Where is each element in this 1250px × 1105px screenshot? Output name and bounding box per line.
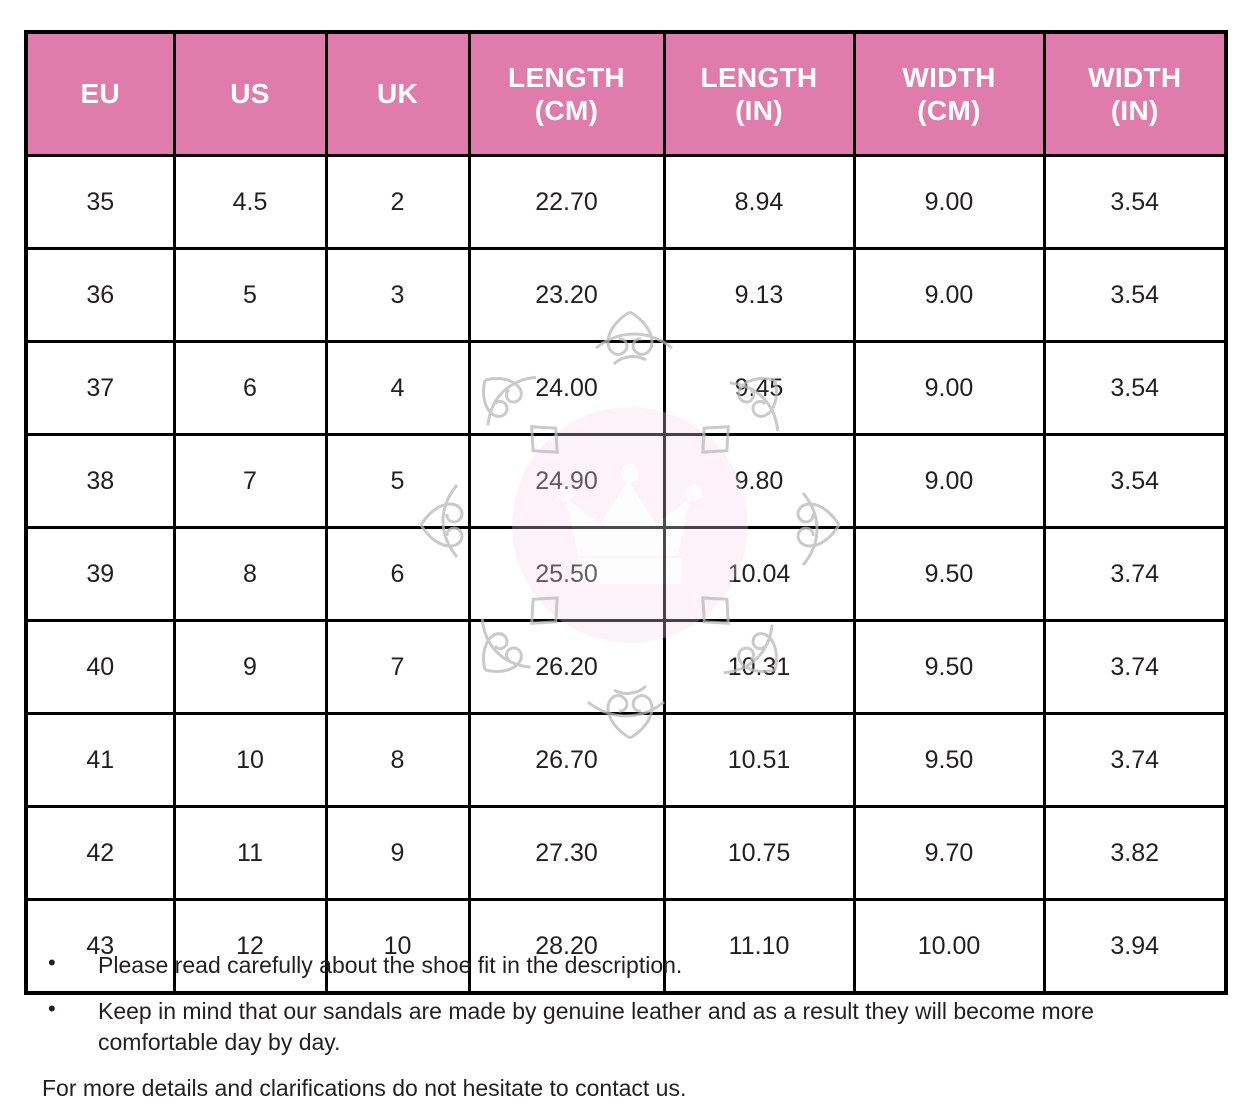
cell-width-cm: 9.50 — [854, 714, 1044, 807]
cell-length-in: 9.80 — [664, 435, 854, 528]
cell-width-in: 3.82 — [1044, 807, 1226, 900]
cell-width-cm: 9.00 — [854, 342, 1044, 435]
cell-length-in: 10.04 — [664, 528, 854, 621]
cell-length-in: 10.51 — [664, 714, 854, 807]
cell-us: 6 — [174, 342, 326, 435]
cell-length-in: 9.45 — [664, 342, 854, 435]
cell-width-cm: 9.50 — [854, 528, 1044, 621]
table-row — [26, 621, 1226, 714]
table-row — [26, 342, 1226, 435]
column-header-us — [174, 32, 326, 156]
cell-length-cm: 27.30 — [469, 807, 664, 900]
cell-uk: 7 — [326, 621, 469, 714]
cell-eu: 38 — [26, 435, 174, 528]
list-item: • Please read carefully about the shoe fit in the description. — [40, 950, 1220, 982]
cell-width-cm: 9.00 — [854, 435, 1044, 528]
contact-note: For more details and clarifications do not hesitate to contact us. — [42, 1075, 687, 1102]
cell-us: 10 — [174, 714, 326, 807]
cell-width-in: 3.74 — [1044, 714, 1226, 807]
size-chart-table — [24, 30, 1228, 995]
cell-length-cm: 24.00 — [469, 342, 664, 435]
cell-width-in: 3.54 — [1044, 156, 1226, 249]
table-header-row — [26, 32, 1226, 156]
cell-eu: 42 — [26, 807, 174, 900]
cell-eu: 41 — [26, 714, 174, 807]
cell-width-cm: 9.50 — [854, 621, 1044, 714]
cell-width-in: 3.54 — [1044, 249, 1226, 342]
cell-length-cm: 25.50 — [469, 528, 664, 621]
cell-us: 9 — [174, 621, 326, 714]
table-body — [26, 156, 1226, 994]
cell-width-in: 3.94 — [1044, 900, 1226, 994]
cell-eu: 39 — [26, 528, 174, 621]
cell-uk: 8 — [326, 714, 469, 807]
column-header-width-cm-line2: (CM) — [917, 95, 981, 126]
cell-width-cm: 9.00 — [854, 249, 1044, 342]
column-header-length-cm-line1: LENGTH — [508, 61, 625, 93]
size-chart-table-wrap — [24, 30, 1224, 995]
column-header-us-line1: US — [230, 78, 270, 110]
cell-width-in: 3.74 — [1044, 621, 1226, 714]
cell-us: 7 — [174, 435, 326, 528]
cell-eu: 35 — [26, 156, 174, 249]
cell-length-in: 10.31 — [664, 621, 854, 714]
column-header-length-cm — [469, 32, 664, 156]
cell-us: 12 — [174, 900, 326, 994]
cell-length-cm: 28.20 — [469, 900, 664, 994]
cell-us: 8 — [174, 528, 326, 621]
cell-us: 4.5 — [174, 156, 326, 249]
cell-us: 5 — [174, 249, 326, 342]
cell-width-in: 3.54 — [1044, 435, 1226, 528]
cell-eu: 43 — [26, 900, 174, 994]
cell-width-in: 3.54 — [1044, 342, 1226, 435]
column-header-eu — [26, 32, 174, 156]
table-row — [26, 714, 1226, 807]
table-row — [26, 249, 1226, 342]
table-row — [26, 156, 1226, 249]
cell-width-cm: 9.00 — [854, 156, 1044, 249]
cell-length-cm: 24.90 — [469, 435, 664, 528]
cell-us: 11 — [174, 807, 326, 900]
column-header-width-in-line1: WIDTH — [1088, 61, 1182, 93]
column-header-length-in — [664, 32, 854, 156]
column-header-eu-line1: EU — [80, 78, 120, 110]
column-header-width-in — [1044, 32, 1226, 156]
table-row — [26, 528, 1226, 621]
cell-uk: 2 — [326, 156, 469, 249]
column-header-width-cm — [854, 32, 1044, 156]
cell-length-cm: 22.70 — [469, 156, 664, 249]
cell-uk: 3 — [326, 249, 469, 342]
cell-length-in: 10.75 — [664, 807, 854, 900]
cell-uk: 5 — [326, 435, 469, 528]
cell-length-cm: 23.20 — [469, 249, 664, 342]
cell-width-in: 3.74 — [1044, 528, 1226, 621]
column-header-length-cm-line2: (CM) — [534, 95, 599, 126]
notes-list — [40, 950, 1220, 1059]
table-row — [26, 435, 1226, 528]
cell-length-cm: 26.20 — [469, 621, 664, 714]
cell-uk: 4 — [326, 342, 469, 435]
column-header-uk-line1: UK — [376, 78, 419, 110]
cell-width-cm: 9.70 — [854, 807, 1044, 900]
column-header-length-in-line1: LENGTH — [700, 61, 818, 93]
column-header-uk — [326, 32, 469, 156]
list-item: • Keep in mind that our sandals are made by genuine leather and as a result they will become more comfortable day by day. — [40, 996, 1220, 1059]
cell-uk: 6 — [326, 528, 469, 621]
table-header — [26, 32, 1226, 156]
column-header-width-cm-line1: WIDTH — [902, 61, 996, 93]
column-header-width-in-line2: (IN) — [1110, 95, 1159, 126]
cell-length-in: 8.94 — [664, 156, 854, 249]
cell-eu: 37 — [26, 342, 174, 435]
cell-length-in: 9.13 — [664, 249, 854, 342]
cell-eu: 36 — [26, 249, 174, 342]
cell-uk: 10 — [326, 900, 469, 994]
cell-length-cm: 26.70 — [469, 714, 664, 807]
notes-section — [40, 950, 1220, 1105]
cell-width-cm: 10.00 — [854, 900, 1044, 994]
cell-eu: 40 — [26, 621, 174, 714]
table-row — [26, 807, 1226, 900]
cell-uk: 9 — [326, 807, 469, 900]
cell-length-in: 11.10 — [664, 900, 854, 994]
column-header-length-in-line2: (IN) — [735, 95, 783, 126]
